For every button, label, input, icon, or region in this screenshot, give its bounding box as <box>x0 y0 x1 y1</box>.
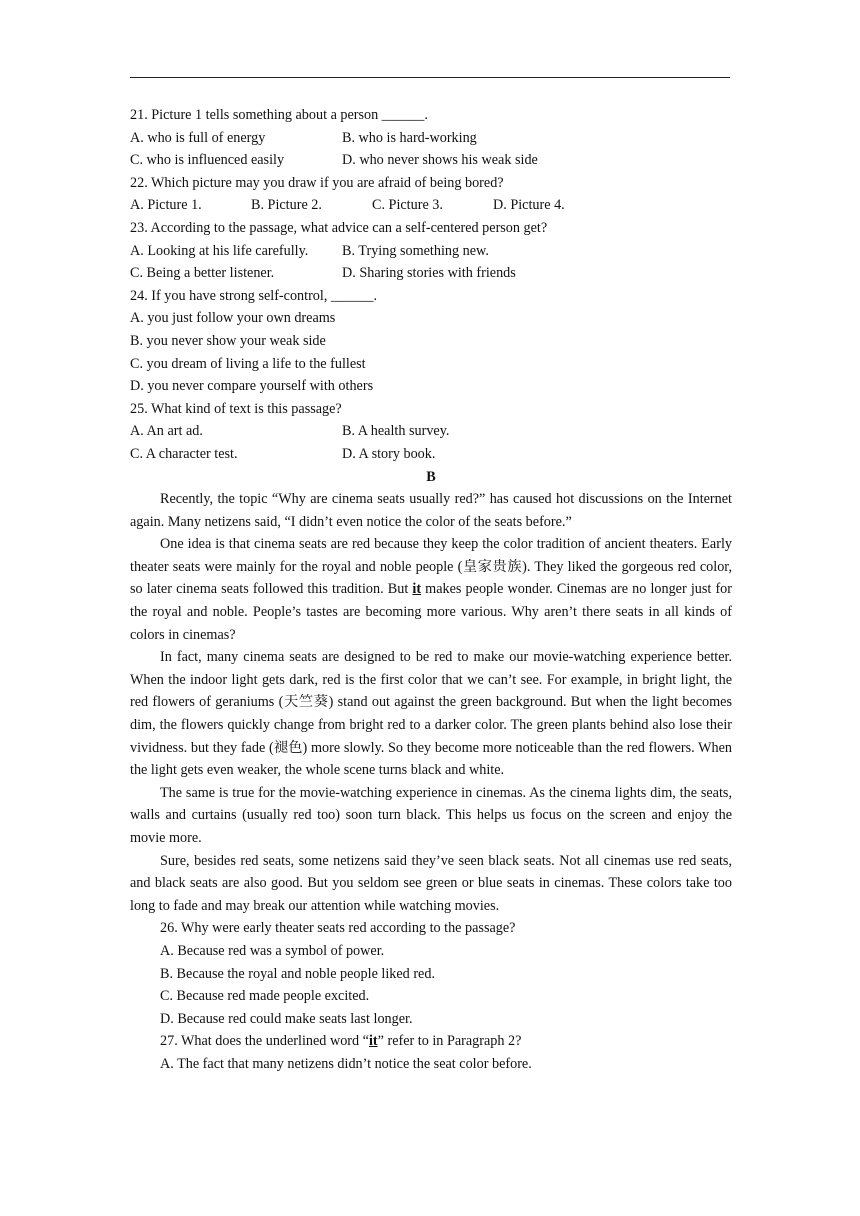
q23-stem: 23. According to the passage, what advice can a self-centered person get? <box>130 219 548 236</box>
q24-option-d: D. you never compare yourself with others <box>130 378 374 395</box>
q26-option-a: A. Because red was a symbol of power. <box>160 942 385 959</box>
paragraph-2-text-after: makes people wonder. Cinemas are no longer just for the royal and noble. People’s tastes are becoming more various. Why aren’t there seats in all kinds of colors in cinemas? <box>130 581 732 643</box>
q25-options-row1 <box>130 420 732 443</box>
q25-option-b: B. A health survey. <box>342 423 450 440</box>
q27-stem-before: 27. What does the underlined word “ <box>160 1033 369 1050</box>
q26-option-c: C. Because red made people excited. <box>160 988 370 1005</box>
q21-stem: 21. Picture 1 tells something about a person ______. <box>130 107 428 123</box>
q22-option-a: A. Picture 1. <box>130 197 202 214</box>
paragraph-2-text-before: One idea is that cinema seats are red because they keep the color tradition of ancient theaters. Early theater seats were mainly for the royal and noble people (皇家贵族). They liked the gorgeous red color, so later cinema seats followed this tradition. But <box>130 536 732 598</box>
q25-options-row2 <box>130 443 732 466</box>
q23-option-c: C. Being a better listener. <box>130 265 275 282</box>
q23-option-d: D. Sharing stories with friends <box>342 265 516 282</box>
q22-stem: 22. Which picture may you draw if you are afraid of being bored? <box>130 174 504 191</box>
q25-stem: 25. What kind of text is this passage? <box>130 400 342 417</box>
q21-option-c: C. who is influenced easily <box>130 152 285 169</box>
paragraph-4: The same is true for the movie-watching experience in cinemas. As the cinema lights dim, the seats, walls and curtains (usually red too) soon turn black. This helps us focus on the screen and enjoy the movie more. <box>130 784 732 846</box>
q21-options-row2 <box>130 149 732 172</box>
q22-options <box>130 194 732 217</box>
q21-option-b: B. who is hard-working <box>342 129 477 146</box>
document-body <box>130 104 732 1076</box>
q25-option-c: C. A character test. <box>130 445 238 462</box>
paragraph-5: Sure, besides red seats, some netizens said they’ve seen black seats. Not all cinemas use red seats, and black seats are also good. But you seldom see green or blue seats in cinemas. These colors take too long to fade and may break our attention while watching movies. <box>130 852 732 914</box>
q22-option-b: B. Picture 2. <box>251 197 322 214</box>
section-heading: B <box>426 468 436 485</box>
underlined-word: it <box>412 581 422 598</box>
q21-option-d: D. who never shows his weak side <box>342 152 538 169</box>
q25-option-a: A. An art ad. <box>130 423 203 440</box>
q24-stem: 24. If you have strong self-control, ______. <box>130 287 378 304</box>
q25-option-d: D. A story book. <box>342 445 436 462</box>
paragraph-1: Recently, the topic “Why are cinema seats usually red?” has caused hot discussions on the Internet again. Many netizens said, “I didn’t even notice the color of the seats before.” <box>130 491 732 530</box>
q26-option-d: D. Because red could make seats last longer. <box>160 1010 413 1027</box>
q23-option-a: A. Looking at his life carefully. <box>130 242 309 259</box>
q27-stem <box>130 1030 732 1053</box>
q22-option-c: C. Picture 3. <box>372 197 443 214</box>
q21-option-a: A. who is full of energy <box>130 129 266 146</box>
header-rule <box>130 77 730 78</box>
q24-option-a: A. you just follow your own dreams <box>130 310 336 327</box>
q26-stem: 26. Why were early theater seats red according to the passage? <box>160 920 516 937</box>
q22-option-d: D. Picture 4. <box>493 197 565 214</box>
q27-stem-after: ” refer to in Paragraph 2? <box>377 1033 522 1050</box>
q27-underlined-word: it <box>368 1033 378 1050</box>
paragraph-3: In fact, many cinema seats are designed to be red to make our movie-watching experience better. When the indoor light gets dark, red is the first color that we can’t see. For example, in bright light, the red flowers of geraniums (天竺葵) stand out against the green background. But when the light becomes dim, the flowers quickly change from bright red to a darker color. The green plants behind also lose their vividness. but they fade (褪色) more slowly. So they become more noticeable than the red flowers. When the light gets even weaker, the whole scene turns black and white. <box>130 649 732 779</box>
q26-option-b: B. Because the royal and noble people liked red. <box>160 965 435 982</box>
q23-option-b: B. Trying something new. <box>342 242 489 259</box>
q23-options-row1 <box>130 240 732 263</box>
q23-options-row2 <box>130 262 732 285</box>
q24-option-c: C. you dream of living a life to the fullest <box>130 355 366 372</box>
q27-option-a: A. The fact that many netizens didn’t notice the seat color before. <box>160 1055 532 1072</box>
q24-option-b: B. you never show your weak side <box>130 332 326 349</box>
paragraph-2 <box>130 533 732 646</box>
q21-options-row1 <box>130 127 732 150</box>
